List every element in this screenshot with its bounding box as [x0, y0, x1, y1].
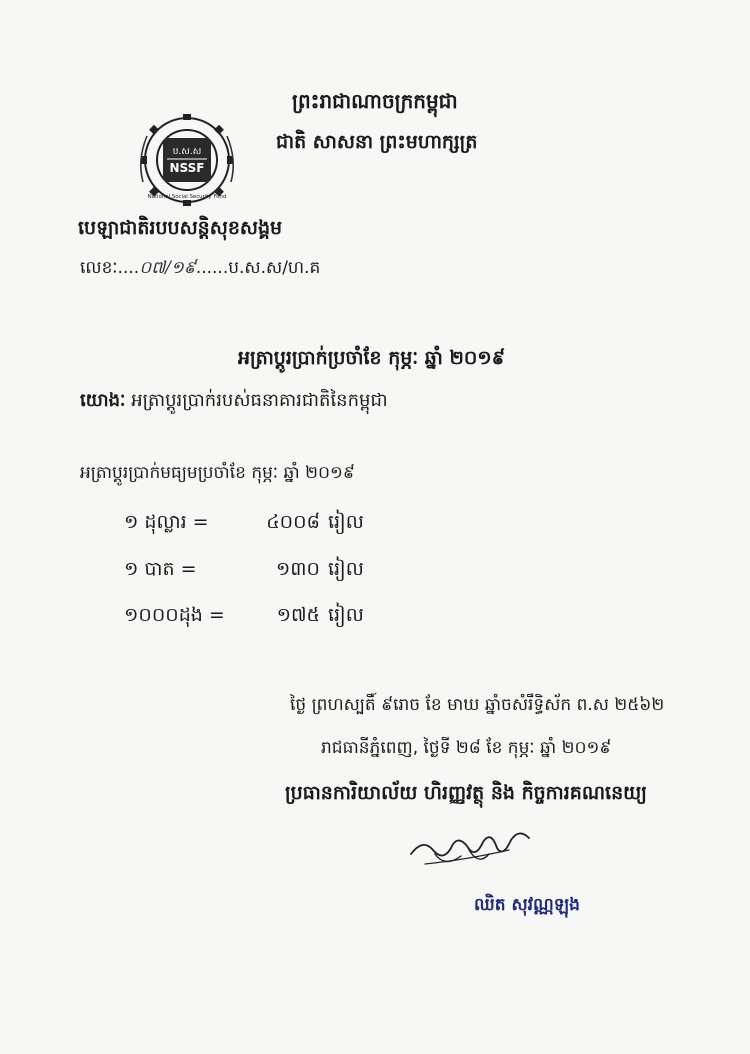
subject-label: យោងៈ	[80, 390, 126, 411]
rate-currency: រៀល	[328, 511, 364, 533]
signer-name: ឈិត សុវណ្ណឡុង	[474, 895, 580, 915]
rate-row-baht	[124, 557, 364, 585]
handwritten-signature	[405, 820, 535, 880]
nssf-logo	[133, 112, 241, 212]
reference-year: ១៩	[170, 258, 196, 278]
reference-suffix: ......ប.ស.ស/ហ.គ	[195, 258, 321, 278]
rate-value: ១៧៥	[276, 604, 320, 626]
signer-position: ប្រធានការិយាល័យ ហិរញ្ញវត្ថុ និង កិច្ចការគណនេយ្យ	[285, 782, 647, 804]
reference-slash: /	[165, 258, 171, 278]
subject-text: អត្រាប្តូរប្រាក់របស់ធនាគារជាតិនៃកម្ពុជា	[125, 390, 388, 411]
reference-no: ០៧	[139, 258, 166, 278]
document-title: អត្រាប្តូរប្រាក់ប្រចាំខែ កុម្ភៈ ឆ្នាំ ២០១៩	[238, 347, 506, 369]
rate-unit: ១០០០ដុង =	[124, 604, 225, 626]
intro-text: អត្រាប្តូរប្រាក់មធ្យមប្រចាំខែ កុម្ភៈ ឆ្នាំ ២០១៩	[80, 463, 355, 483]
rate-value: ៤០០៨	[266, 511, 320, 533]
logo-name: National Social Security Fund	[147, 194, 227, 200]
rate-value: ១៣០	[275, 558, 320, 580]
subject-line	[80, 388, 388, 415]
rate-row-dong	[124, 603, 364, 631]
city-date: រាជធានីភ្នំពេញ, ថ្ងៃទី ២៨ ខែ កុម្ភៈ ឆ្នាំ ២០១៩	[321, 738, 612, 758]
rate-unit: ១ ដុល្លារ =	[124, 511, 209, 533]
rate-currency: រៀល	[328, 604, 364, 626]
logo-nssf: NSSF	[169, 161, 205, 175]
reference-prefix: លេខៈ....	[80, 258, 140, 278]
lunar-date: ថ្ងៃ ព្រហស្បតិ៍ ៩រោច ខែ មាឃ ឆ្នាំចសំរឹទ្ធិស័ក ព.ស ២៥៦២	[290, 695, 665, 715]
national-motto: ជាតិ សាសនា ព្រះមហាក្សត្រ	[276, 131, 478, 153]
rate-unit: ១ បាត =	[124, 558, 197, 580]
kingdom-heading: ព្រះរាជាណាចក្រកម្ពុជា	[292, 89, 458, 113]
logo-abbr: ប.ស.ស	[172, 147, 202, 157]
reference-number	[80, 257, 320, 282]
rate-row-dollar	[124, 510, 364, 538]
organization-name: បេឡាជាតិរបបសន្តិសុខសង្គម	[78, 217, 283, 239]
rate-currency: រៀល	[328, 558, 364, 580]
